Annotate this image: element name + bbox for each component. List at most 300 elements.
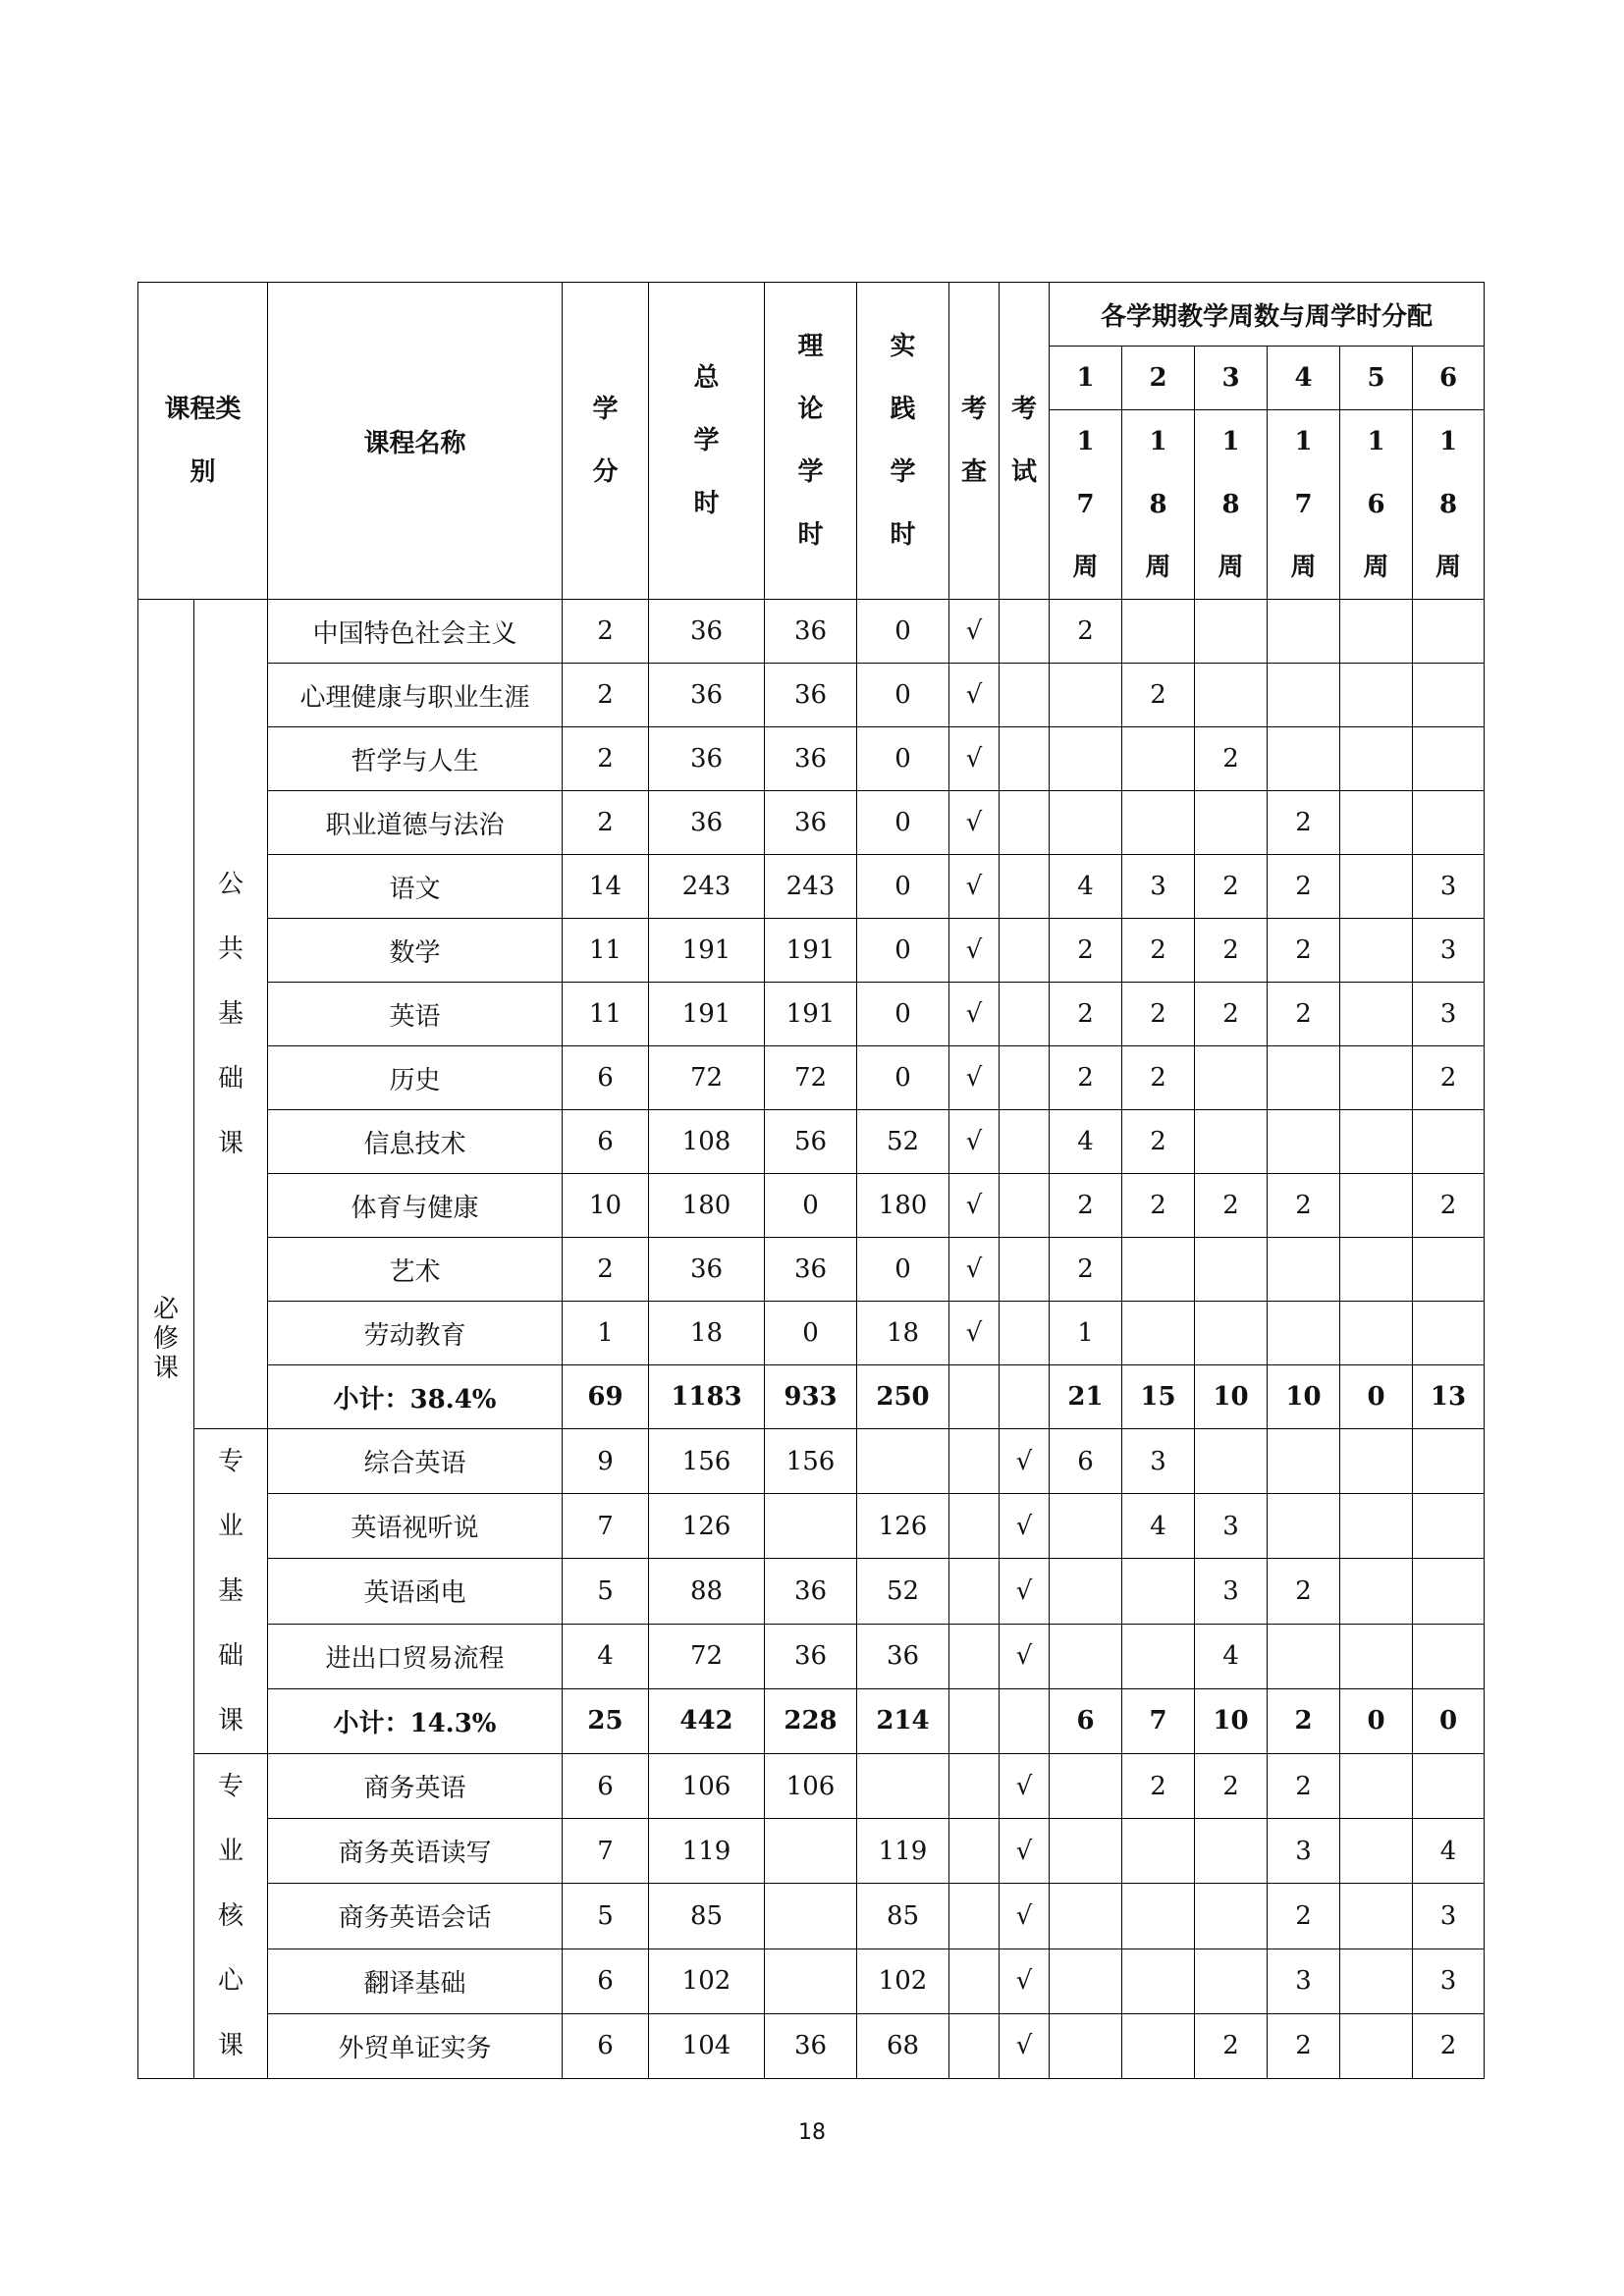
subtotal-practice: 214: [857, 1688, 949, 1753]
semester-hours-cell: [1340, 919, 1413, 983]
credit-cell: 6: [563, 1046, 649, 1110]
exam-cell: √: [1000, 1494, 1050, 1559]
semester-hours-cell: 3: [1413, 919, 1485, 983]
semester-hours-cell: 2: [1195, 983, 1268, 1046]
header-category: 课程类别: [138, 283, 268, 600]
total-hours-cell: 36: [649, 791, 765, 855]
semester-hours-cell: 2: [1050, 1238, 1122, 1302]
semester-hours-cell: [1413, 1429, 1485, 1494]
credit-cell: 6: [563, 1754, 649, 1819]
course-name: 英语函电: [268, 1559, 563, 1624]
subtotal-semester: 10: [1195, 1688, 1268, 1753]
semester-hours-cell: 2: [1268, 1174, 1340, 1238]
semester-hours-cell: [1122, 791, 1195, 855]
semester-hours-cell: [1340, 1949, 1413, 2013]
credit-cell: 6: [563, 1949, 649, 2013]
total-hours-cell: 72: [649, 1624, 765, 1688]
semester-hours-cell: 4: [1195, 1624, 1268, 1688]
semester-hours-cell: [1268, 1110, 1340, 1174]
semester-hours-cell: 2: [1268, 1559, 1340, 1624]
check-cell: √: [949, 855, 1000, 919]
check-cell: √: [949, 1046, 1000, 1110]
header-practice-hours: 实践学时: [857, 283, 949, 600]
total-hours-cell: 88: [649, 1559, 765, 1624]
header-weeks: 18周: [1122, 410, 1195, 600]
practice-hours-cell: 180: [857, 1174, 949, 1238]
total-hours-cell: 85: [649, 1884, 765, 1949]
practice-hours-cell: 52: [857, 1559, 949, 1624]
course-name: 商务英语读写: [268, 1819, 563, 1884]
subtotal-check: [949, 1365, 1000, 1429]
practice-hours-cell: [857, 1429, 949, 1494]
table-row: [138, 1494, 1485, 1559]
header-total-hours: 总学时: [649, 283, 765, 600]
credit-cell: 7: [563, 1494, 649, 1559]
course-name: 英语视听说: [268, 1494, 563, 1559]
theory-hours-cell: 36: [765, 1559, 857, 1624]
exam-cell: [1000, 664, 1050, 727]
semester-hours-cell: [1050, 1949, 1122, 2013]
table-row: [138, 855, 1485, 919]
theory-hours-cell: 0: [765, 1302, 857, 1365]
total-hours-cell: 119: [649, 1819, 765, 1884]
header-course-name: 课程名称: [268, 283, 563, 600]
table-row: [138, 1110, 1485, 1174]
subtotal-credit: 25: [563, 1688, 649, 1753]
exam-cell: √: [1000, 1559, 1050, 1624]
total-hours-cell: 180: [649, 1174, 765, 1238]
exam-cell: √: [1000, 1819, 1050, 1884]
credit-cell: 5: [563, 1884, 649, 1949]
semester-hours-cell: [1268, 1046, 1340, 1110]
subtotal-semester: 21: [1050, 1365, 1122, 1429]
semester-hours-cell: 2: [1050, 1174, 1122, 1238]
semester-hours-cell: [1340, 1884, 1413, 1949]
practice-hours-cell: 52: [857, 1110, 949, 1174]
semester-hours-cell: 2: [1122, 919, 1195, 983]
practice-hours-cell: 102: [857, 1949, 949, 2013]
total-hours-cell: 108: [649, 1110, 765, 1174]
check-cell: √: [949, 919, 1000, 983]
credit-cell: 6: [563, 2013, 649, 2078]
semester-hours-cell: [1050, 1494, 1122, 1559]
theory-hours-cell: 36: [765, 1624, 857, 1688]
subtotal-semester: 0: [1340, 1365, 1413, 1429]
semester-hours-cell: [1195, 1429, 1268, 1494]
course-name: 数学: [268, 919, 563, 983]
semester-hours-cell: [1195, 1238, 1268, 1302]
semester-hours-cell: [1340, 1238, 1413, 1302]
semester-hours-cell: 2: [1268, 983, 1340, 1046]
course-name: 商务英语会话: [268, 1884, 563, 1949]
semester-hours-cell: 2: [1268, 855, 1340, 919]
credit-cell: 2: [563, 727, 649, 791]
subtotal-semester: 10: [1195, 1365, 1268, 1429]
total-hours-cell: 126: [649, 1494, 765, 1559]
semester-hours-cell: 2: [1122, 664, 1195, 727]
course-name: 商务英语: [268, 1754, 563, 1819]
check-cell: [949, 2013, 1000, 2078]
exam-cell: √: [1000, 1884, 1050, 1949]
practice-hours-cell: [857, 1754, 949, 1819]
header-row-1: [138, 283, 1485, 347]
semester-hours-cell: [1340, 1174, 1413, 1238]
credit-cell: 7: [563, 1819, 649, 1884]
semester-hours-cell: [1050, 1559, 1122, 1624]
semester-hours-cell: [1413, 1624, 1485, 1688]
total-hours-cell: 243: [649, 855, 765, 919]
check-cell: √: [949, 1174, 1000, 1238]
semester-hours-cell: [1050, 727, 1122, 791]
semester-hours-cell: [1195, 791, 1268, 855]
practice-hours-cell: 0: [857, 791, 949, 855]
semester-hours-cell: 2: [1413, 2013, 1485, 2078]
practice-hours-cell: 126: [857, 1494, 949, 1559]
exam-cell: √: [1000, 1754, 1050, 1819]
table-row: [138, 983, 1485, 1046]
table-row: [138, 664, 1485, 727]
check-cell: √: [949, 727, 1000, 791]
table-row: [138, 1754, 1485, 1819]
header-semester: 4: [1268, 347, 1340, 410]
course-name: 综合英语: [268, 1429, 563, 1494]
semester-hours-cell: [1340, 1559, 1413, 1624]
group-label: [194, 1429, 268, 1754]
page-number: 18: [798, 2120, 826, 2145]
course-name: 英语: [268, 983, 563, 1046]
theory-hours-cell: 191: [765, 919, 857, 983]
semester-hours-cell: 3: [1268, 1819, 1340, 1884]
subtotal-total: 442: [649, 1688, 765, 1753]
header-weeks: 17周: [1268, 410, 1340, 600]
total-hours-cell: 191: [649, 983, 765, 1046]
semester-hours-cell: 3: [1268, 1949, 1340, 2013]
subtotal-label: 小计：14.3%: [268, 1688, 563, 1753]
course-name: 心理健康与职业生涯: [268, 664, 563, 727]
credit-cell: 2: [563, 1238, 649, 1302]
practice-hours-cell: 36: [857, 1624, 949, 1688]
check-cell: √: [949, 791, 1000, 855]
semester-hours-cell: [1413, 791, 1485, 855]
semester-hours-cell: [1413, 1302, 1485, 1365]
semester-hours-cell: 3: [1195, 1494, 1268, 1559]
total-hours-cell: 102: [649, 1949, 765, 2013]
theory-hours-cell: 191: [765, 983, 857, 1046]
total-hours-cell: 72: [649, 1046, 765, 1110]
semester-hours-cell: [1050, 791, 1122, 855]
check-cell: [949, 1884, 1000, 1949]
group-label: [194, 600, 268, 1429]
course-name: 劳动教育: [268, 1302, 563, 1365]
table-row: [138, 1949, 1485, 2013]
semester-hours-cell: [1195, 1110, 1268, 1174]
course-name: 历史: [268, 1046, 563, 1110]
semester-hours-cell: [1195, 1046, 1268, 1110]
practice-hours-cell: 0: [857, 1046, 949, 1110]
semester-hours-cell: [1340, 1494, 1413, 1559]
theory-hours-cell: 36: [765, 600, 857, 664]
semester-hours-cell: 2: [1268, 919, 1340, 983]
header-semester: 2: [1122, 347, 1195, 410]
theory-hours-cell: 106: [765, 1754, 857, 1819]
total-hours-cell: 106: [649, 1754, 765, 1819]
exam-cell: [1000, 983, 1050, 1046]
semester-hours-cell: [1340, 727, 1413, 791]
semester-hours-cell: 2: [1413, 1174, 1485, 1238]
semester-hours-cell: 2: [1122, 1046, 1195, 1110]
check-cell: [949, 1429, 1000, 1494]
exam-cell: [1000, 1046, 1050, 1110]
semester-hours-cell: [1195, 1949, 1268, 2013]
table-row: [138, 2013, 1485, 2078]
semester-hours-cell: [1268, 1429, 1340, 1494]
semester-hours-cell: [1122, 600, 1195, 664]
semester-hours-cell: 2: [1413, 1046, 1485, 1110]
check-cell: [949, 1494, 1000, 1559]
semester-hours-cell: [1050, 2013, 1122, 2078]
theory-hours-cell: [765, 1884, 857, 1949]
course-name: 进出口贸易流程: [268, 1624, 563, 1688]
course-name: 体育与健康: [268, 1174, 563, 1238]
exam-cell: √: [1000, 1429, 1050, 1494]
semester-hours-cell: 3: [1195, 1559, 1268, 1624]
credit-cell: 2: [563, 600, 649, 664]
subtotal-semester: 10: [1268, 1365, 1340, 1429]
header-credit: 学分: [563, 283, 649, 600]
semester-hours-cell: 2: [1050, 1046, 1122, 1110]
course-name: 信息技术: [268, 1110, 563, 1174]
semester-hours-cell: [1268, 600, 1340, 664]
total-hours-cell: 36: [649, 1238, 765, 1302]
header-check: 考查: [949, 283, 1000, 600]
group-label-text: 公共基础课: [217, 870, 244, 1158]
semester-hours-cell: [1122, 1819, 1195, 1884]
header-semester: 6: [1413, 347, 1485, 410]
check-cell: √: [949, 1302, 1000, 1365]
subtotal-exam: [1000, 1365, 1050, 1429]
exam-cell: [1000, 855, 1050, 919]
semester-hours-cell: [1413, 1110, 1485, 1174]
course-name: 外贸单证实务: [268, 2013, 563, 2078]
exam-cell: [1000, 600, 1050, 664]
semester-hours-cell: 3: [1413, 1949, 1485, 2013]
course-name: 语文: [268, 855, 563, 919]
subtotal-semester: 6: [1050, 1688, 1122, 1753]
subtotal-row: [138, 1688, 1485, 1753]
semester-hours-cell: 4: [1050, 1110, 1122, 1174]
semester-hours-cell: 3: [1122, 855, 1195, 919]
semester-hours-cell: 2: [1268, 791, 1340, 855]
semester-hours-cell: 4: [1050, 855, 1122, 919]
semester-hours-cell: [1122, 1302, 1195, 1365]
semester-hours-cell: [1413, 1559, 1485, 1624]
exam-cell: [1000, 919, 1050, 983]
course-name: 中国特色社会主义: [268, 600, 563, 664]
semester-hours-cell: 3: [1122, 1429, 1195, 1494]
credit-cell: 14: [563, 855, 649, 919]
credit-cell: 2: [563, 791, 649, 855]
header-theory-hours: 理论学时: [765, 283, 857, 600]
table-row: [138, 919, 1485, 983]
subtotal-exam: [1000, 1688, 1050, 1753]
semester-hours-cell: 2: [1050, 983, 1122, 1046]
subtotal-theory: 228: [765, 1688, 857, 1753]
theory-hours-cell: [765, 1819, 857, 1884]
exam-cell: √: [1000, 1624, 1050, 1688]
theory-hours-cell: 156: [765, 1429, 857, 1494]
header-weeks: 18周: [1195, 410, 1268, 600]
theory-hours-cell: 56: [765, 1110, 857, 1174]
total-hours-cell: 191: [649, 919, 765, 983]
semester-hours-cell: [1340, 983, 1413, 1046]
semester-hours-cell: 2: [1195, 2013, 1268, 2078]
theory-hours-cell: [765, 1949, 857, 2013]
semester-hours-cell: [1122, 1238, 1195, 1302]
table-row: [138, 1429, 1485, 1494]
table-row: [138, 791, 1485, 855]
practice-hours-cell: 18: [857, 1302, 949, 1365]
semester-hours-cell: 2: [1122, 1174, 1195, 1238]
curriculum-table: [137, 282, 1485, 2079]
practice-hours-cell: 0: [857, 855, 949, 919]
course-name: 艺术: [268, 1238, 563, 1302]
exam-cell: [1000, 727, 1050, 791]
semester-hours-cell: 2: [1195, 1174, 1268, 1238]
semester-hours-cell: 3: [1413, 855, 1485, 919]
table-row: [138, 1559, 1485, 1624]
semester-hours-cell: [1340, 664, 1413, 727]
exam-cell: [1000, 1174, 1050, 1238]
semester-hours-cell: 3: [1413, 983, 1485, 1046]
credit-cell: 4: [563, 1624, 649, 1688]
course-name: 职业道德与法治: [268, 791, 563, 855]
check-cell: √: [949, 600, 1000, 664]
subtotal-semester: 0: [1340, 1688, 1413, 1753]
semester-hours-cell: [1122, 1949, 1195, 2013]
practice-hours-cell: 0: [857, 983, 949, 1046]
semester-hours-cell: [1195, 1819, 1268, 1884]
semester-hours-cell: 2: [1122, 1110, 1195, 1174]
subtotal-semester: 15: [1122, 1365, 1195, 1429]
credit-cell: 10: [563, 1174, 649, 1238]
semester-hours-cell: 4: [1122, 1494, 1195, 1559]
subtotal-credit: 69: [563, 1365, 649, 1429]
semester-hours-cell: [1340, 855, 1413, 919]
subtotal-theory: 933: [765, 1365, 857, 1429]
theory-hours-cell: 36: [765, 664, 857, 727]
check-cell: √: [949, 1238, 1000, 1302]
semester-hours-cell: 2: [1268, 1884, 1340, 1949]
theory-hours-cell: 36: [765, 1238, 857, 1302]
credit-cell: 9: [563, 1429, 649, 1494]
semester-hours-cell: [1050, 1884, 1122, 1949]
exam-cell: [1000, 1238, 1050, 1302]
subtotal-semester: 2: [1268, 1688, 1340, 1753]
credit-cell: 1: [563, 1302, 649, 1365]
check-cell: [949, 1819, 1000, 1884]
semester-hours-cell: [1050, 664, 1122, 727]
group-label-text: 专业核心课: [217, 1772, 244, 2060]
major-category-text: 必修课: [152, 1295, 179, 1383]
course-name: 哲学与人生: [268, 727, 563, 791]
theory-hours-cell: 72: [765, 1046, 857, 1110]
semester-hours-cell: [1195, 664, 1268, 727]
semester-hours-cell: [1268, 1494, 1340, 1559]
semester-hours-cell: [1195, 600, 1268, 664]
semester-hours-cell: 3: [1413, 1884, 1485, 1949]
semester-hours-cell: [1413, 1238, 1485, 1302]
semester-hours-cell: [1340, 791, 1413, 855]
semester-hours-cell: [1340, 1819, 1413, 1884]
semester-hours-cell: [1050, 1819, 1122, 1884]
exam-cell: √: [1000, 2013, 1050, 2078]
semester-hours-cell: [1340, 1624, 1413, 1688]
subtotal-row: [138, 1365, 1485, 1429]
semester-hours-cell: [1122, 1884, 1195, 1949]
semester-hours-cell: [1050, 1624, 1122, 1688]
check-cell: √: [949, 983, 1000, 1046]
semester-hours-cell: [1268, 1238, 1340, 1302]
semester-hours-cell: [1413, 1494, 1485, 1559]
header-semester-title: 各学期教学周数与周学时分配: [1050, 283, 1485, 347]
header-semester: 3: [1195, 347, 1268, 410]
credit-cell: 11: [563, 919, 649, 983]
total-hours-cell: 36: [649, 664, 765, 727]
table-row: [138, 1624, 1485, 1688]
table-row: [138, 1238, 1485, 1302]
table-row: [138, 1819, 1485, 1884]
semester-hours-cell: 2: [1195, 919, 1268, 983]
semester-hours-cell: [1413, 664, 1485, 727]
semester-hours-cell: [1413, 1754, 1485, 1819]
semester-hours-cell: 2: [1122, 1754, 1195, 1819]
check-cell: [949, 1754, 1000, 1819]
semester-hours-cell: 2: [1050, 600, 1122, 664]
practice-hours-cell: 68: [857, 2013, 949, 2078]
total-hours-cell: 156: [649, 1429, 765, 1494]
total-hours-cell: 18: [649, 1302, 765, 1365]
semester-hours-cell: [1050, 1754, 1122, 1819]
exam-cell: [1000, 1302, 1050, 1365]
table-row: [138, 1884, 1485, 1949]
semester-hours-cell: [1340, 1302, 1413, 1365]
subtotal-label: 小计：38.4%: [268, 1365, 563, 1429]
semester-hours-cell: [1413, 727, 1485, 791]
subtotal-semester: 13: [1413, 1365, 1485, 1429]
subtotal-check: [949, 1688, 1000, 1753]
credit-cell: 2: [563, 664, 649, 727]
semester-hours-cell: [1122, 1559, 1195, 1624]
theory-hours-cell: [765, 1494, 857, 1559]
semester-hours-cell: [1122, 2013, 1195, 2078]
major-category: [138, 600, 194, 2079]
header-semester: 1: [1050, 347, 1122, 410]
course-name: 翻译基础: [268, 1949, 563, 2013]
semester-hours-cell: 2: [1195, 855, 1268, 919]
semester-hours-cell: [1122, 1624, 1195, 1688]
semester-hours-cell: [1340, 1754, 1413, 1819]
table-row: [138, 1174, 1485, 1238]
semester-hours-cell: 2: [1050, 919, 1122, 983]
semester-hours-cell: [1268, 664, 1340, 727]
semester-hours-cell: 2: [1268, 2013, 1340, 2078]
table-row: [138, 1046, 1485, 1110]
semester-hours-cell: [1195, 1302, 1268, 1365]
credit-cell: 6: [563, 1110, 649, 1174]
subtotal-semester: 0: [1413, 1688, 1485, 1753]
exam-cell: [1000, 1110, 1050, 1174]
credit-cell: 11: [563, 983, 649, 1046]
